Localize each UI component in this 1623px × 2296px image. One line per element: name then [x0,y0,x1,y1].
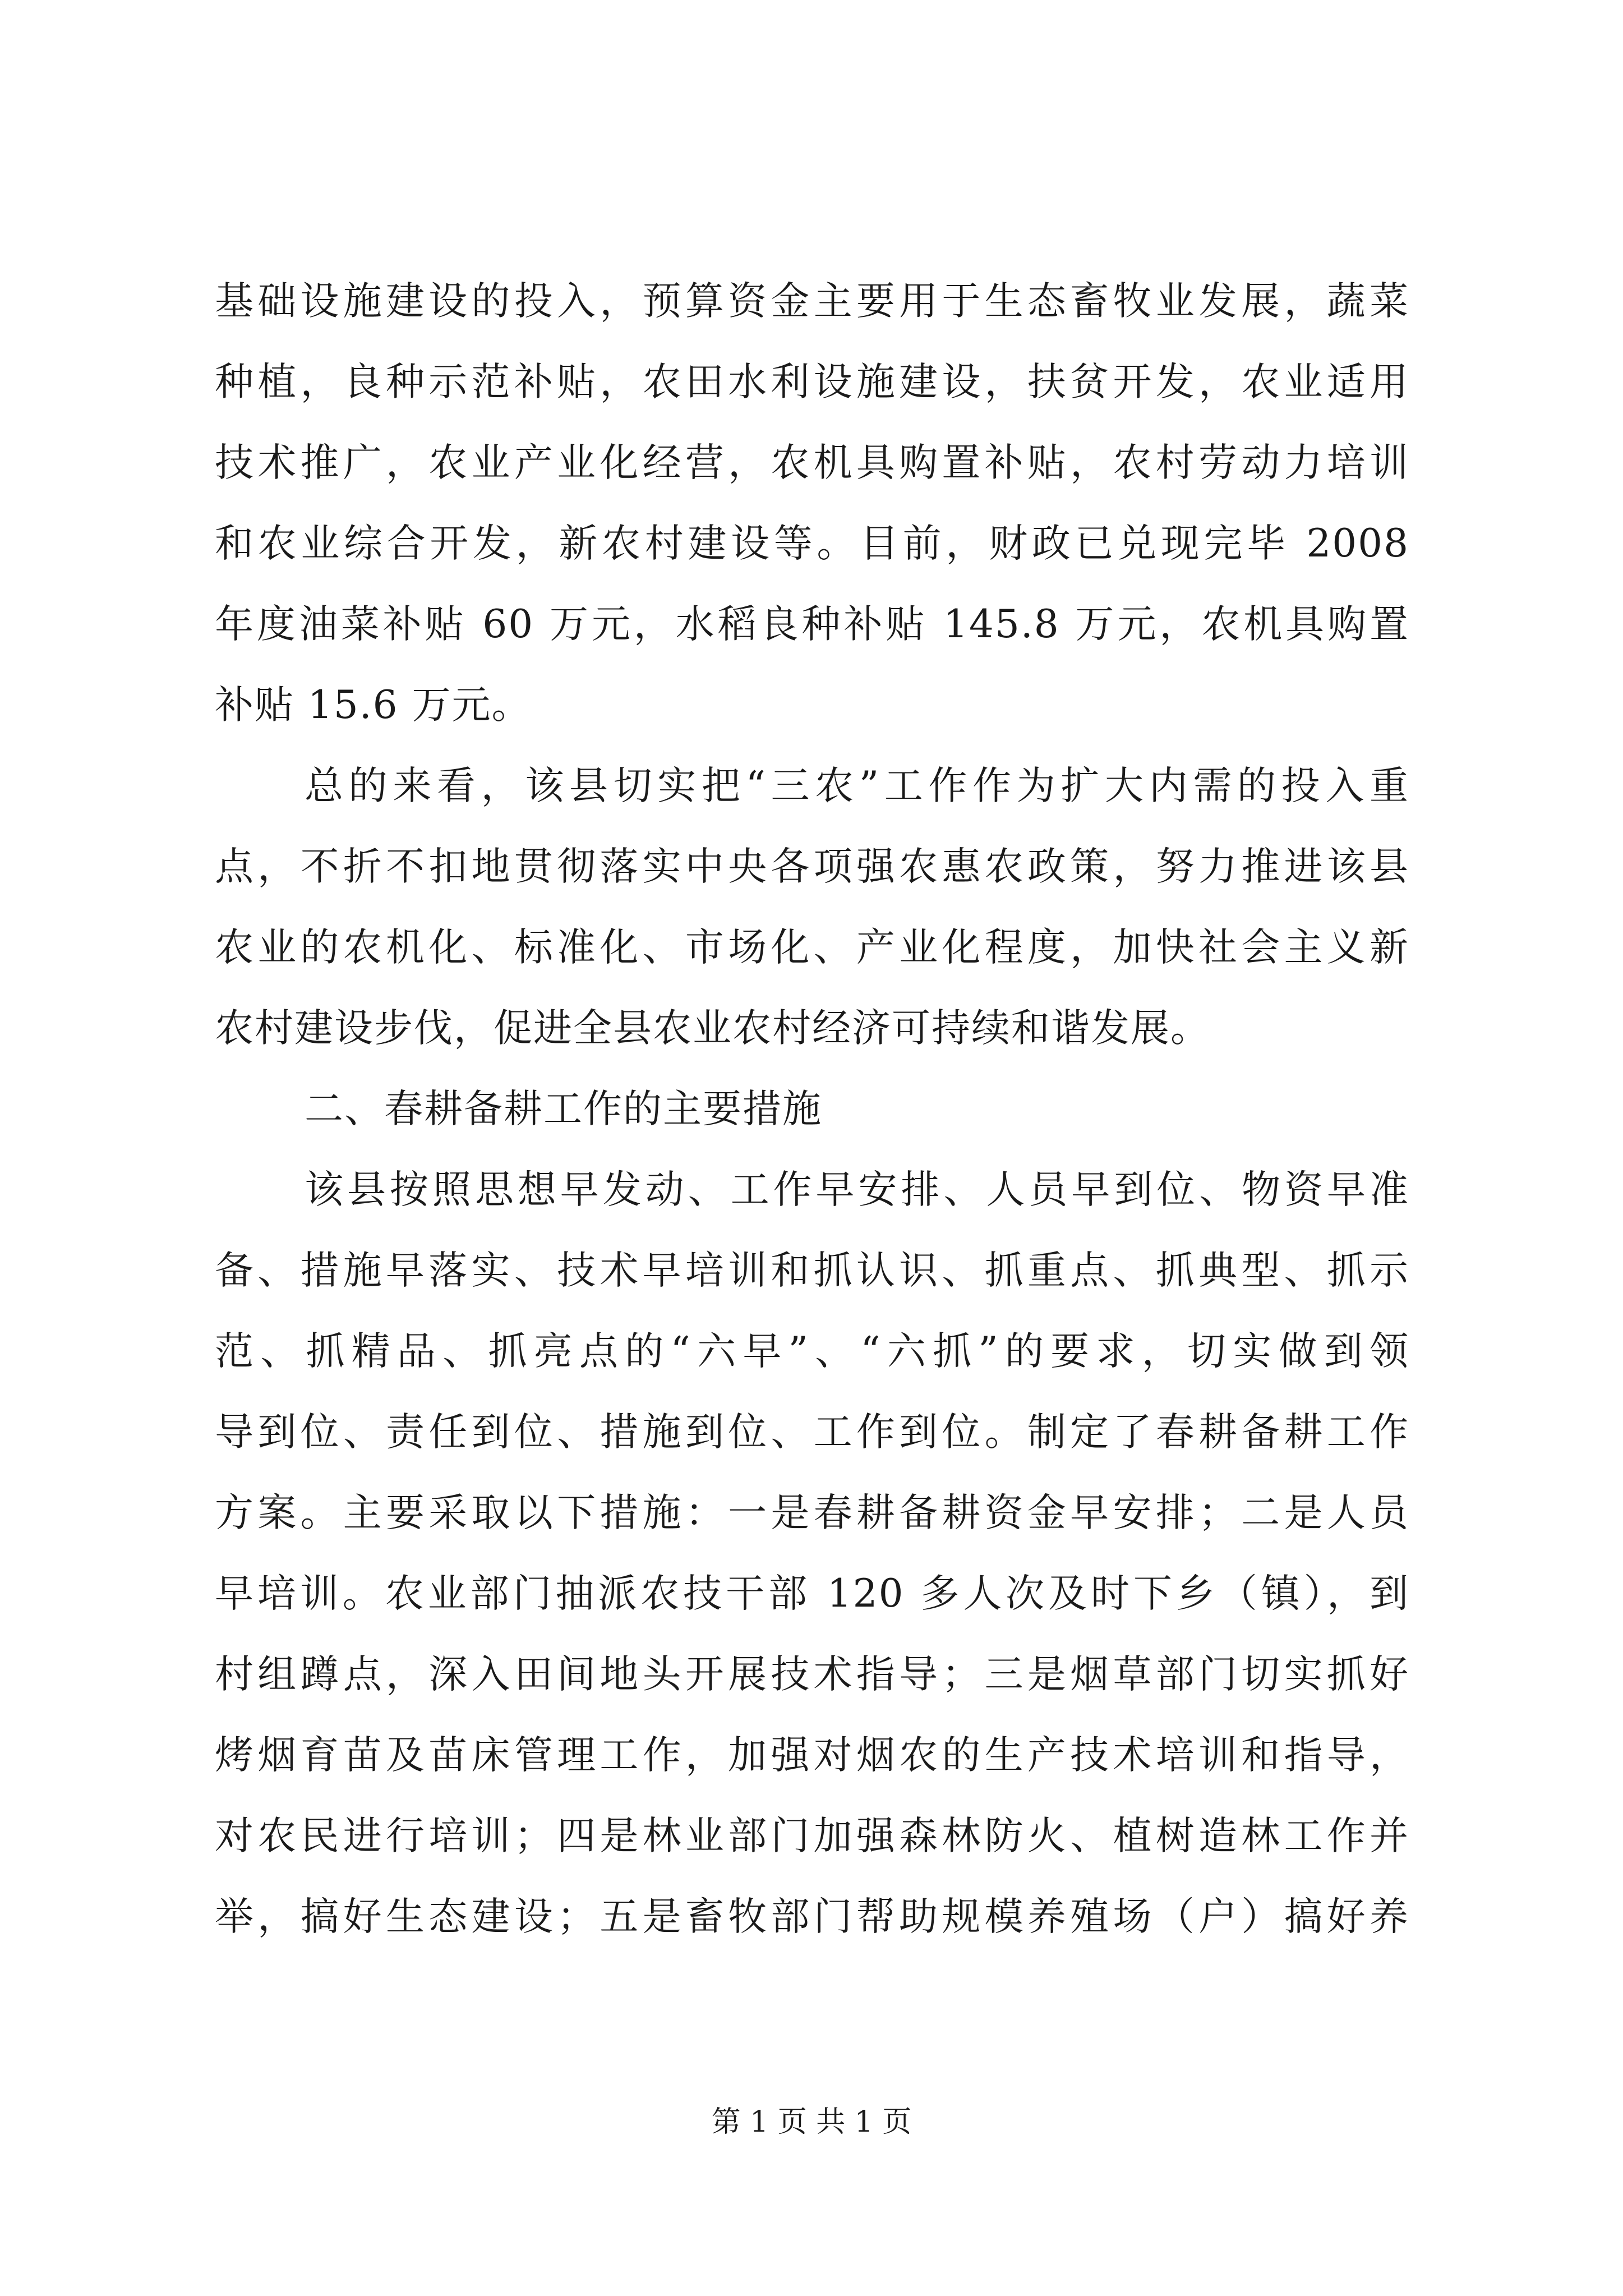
paragraph-3-line-6: 早培训。农业部门抽派农技干部 120 多人次及时下乡（镇），到 [215,1571,1409,1616]
paragraph-1-line-4: 和农业综合开发，新农村建设等。目前，财政已兑现完毕 2008 [215,521,1409,566]
paragraph-3-line-4: 导到位、责任到位、措施到位、工作到位。制定了春耕备耕工作 [215,1410,1409,1455]
paragraph-3-line-1: 该县按照思想早发动、工作早安排、人员早到位、物资早准 [305,1167,1409,1212]
paragraph-3-line-3: 范、抓精品、抓亮点的“六早”、“六抓”的要求，切实做到领 [215,1329,1409,1374]
document-body [215,261,1409,1957]
paragraph-3-line-10: 举，搞好生态建设；五是畜牧部门帮助规模养殖场（户）搞好养 [215,1894,1409,1939]
paragraph-1-line-5: 年度油菜补贴 60 万元，水稻良种补贴 145.8 万元，农机具购置 [215,602,1409,647]
paragraph-2-line-3: 农业的农机化、标准化、市场化、产业化程度，加快社会主义新 [215,925,1409,970]
paragraph-3-line-8: 烤烟育苗及苗床管理工作，加强对烟农的生产技术培训和指导， [215,1733,1409,1778]
paragraph-1-line-1: 基础设施建设的投入，预算资金主要用于生态畜牧业发展，蔬菜 [215,279,1409,324]
page-footer: 第 1 页 共 1 页 [711,2105,912,2139]
paragraph-1-line-6: 补贴 15.6 万元。 [215,683,532,728]
paragraph-1-line-3: 技术推广，农业产业化经营，农机具购置补贴，农村劳动力培训 [215,440,1409,485]
paragraph-2-line-4: 农村建设步伐，促进全县农业农村经济可持续和谐发展。 [215,1006,1210,1051]
paragraph-2-line-2: 点，不折不扣地贯彻落实中央各项强农惠农政策，努力推进该县 [215,844,1409,889]
section-heading: 二、春耕备耕工作的主要措施 [305,1087,822,1131]
paragraph-2-line-1: 总的来看，该县切实把“三农”工作作为扩大内需的投入重 [305,763,1409,808]
paragraph-3-line-2: 备、措施早落实、技术早培训和抓认识、抓重点、抓典型、抓示 [215,1248,1409,1293]
paragraph-3-line-7: 村组蹲点，深入田间地头开展技术指导；三是烟草部门切实抓好 [215,1652,1409,1697]
paragraph-1-line-2: 种植，良种示范补贴，农田水利设施建设，扶贫开发，农业适用 [215,360,1409,404]
paragraph-3-line-5: 方案。主要采取以下措施：一是春耕备耕资金早安排；二是人员 [215,1490,1409,1535]
paragraph-3-line-9: 对农民进行培训；四是林业部门加强森林防火、植树造林工作并 [215,1814,1409,1858]
